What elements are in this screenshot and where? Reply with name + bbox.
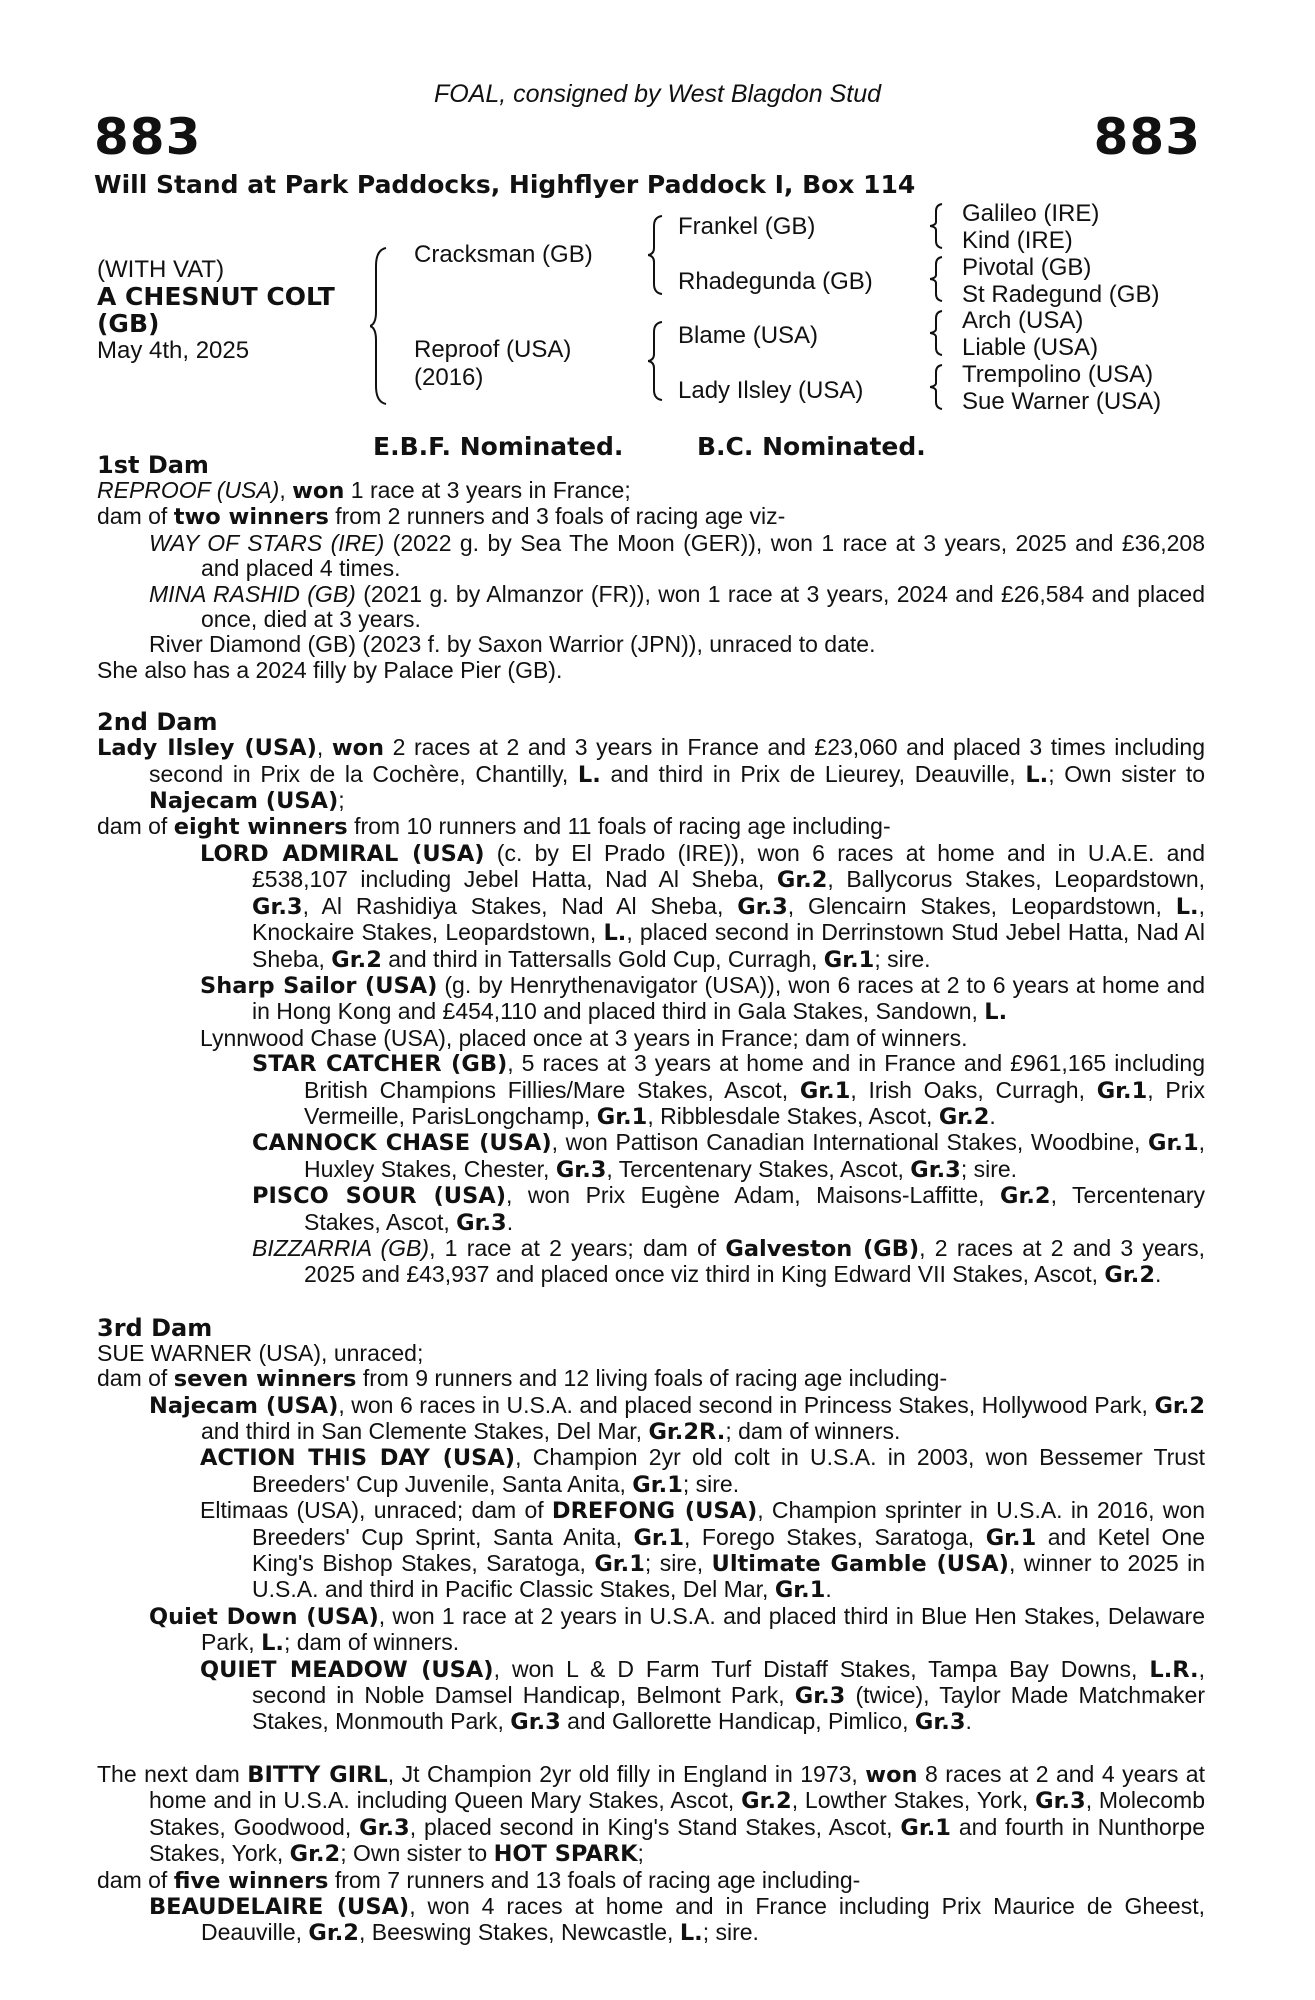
ebf-nomination: E.B.F. Nominated. <box>373 432 624 461</box>
action-this-day: ACTION THIS DAY (USA), Champion 2yr old colt in U.S.A. in 2003, won Bessemer Trust Breeders' Cup Juvenile, Santa Anita, Gr.1; sire. <box>200 1444 1205 1498</box>
dam2-foal-sharp-sailor: Sharp Sailor (USA) (g. by Henrythenavigator (USA)), won 6 races at 2 to 6 years at home and in Hong Kong and £454,110 and placed third in Gala Stakes, Sandown, L. <box>200 971 1205 1026</box>
sire: Cracksman (GB) <box>414 241 593 268</box>
dam1-foal-4: She also has a 2024 filly by Palace Pier (GB). <box>97 656 563 683</box>
bc-nomination: B.C. Nominated. <box>697 432 926 461</box>
eltimaas: Eltimaas (USA), unraced; dam of DREFONG (USA), Champion sprinter in U.S.A. in 2016, won Breeders' Cup Sprint, Santa Anita, Gr.1, Forego Stakes, Saratoga, Gr.1 and Ketel One King's Bishop Stakes, Saratoga, Gr.1; sire, Ultimate Gamble (USA), winner to 2025 in U.S.A. and third in Pacific Classic Stakes, Del Mar, Gr.1. <box>200 1497 1206 1604</box>
pedigree-brace-sd <box>930 256 944 302</box>
cannock-chase: CANNOCK CHASE (USA), won Pattison Canadian International Stakes, Woodbine, Gr.1, Huxley Stakes, Chester, Gr.3, Tercentenary Stakes, Ascot, Gr.3; sire. <box>252 1129 1205 1183</box>
dam1-foal-3: River Diamond (GB) (2023 f. by Saxon Warrior (JPN)), unraced to date. <box>149 631 876 658</box>
foaling-date: May 4th, 2025 <box>97 337 250 364</box>
second-dam-heading: 2nd Dam <box>97 708 218 737</box>
dam-dam: Lady Ilsley (USA) <box>678 377 864 404</box>
sds: Pivotal (GB) <box>962 254 1092 281</box>
pisco-sour: PISCO SOUR (USA), won Prix Eugène Adam, Maisons-Laffitte, Gr.2, Tercentenary Stakes, Ascot, Gr.3. <box>252 1182 1205 1236</box>
quiet-meadow: QUIET MEADOW (USA), won L & D Farm Turf Distaff Stakes, Tampa Bay Downs, L.R., second in Noble Damsel Handicap, Belmont Park, Gr.3 (twice), Taylor Made Matchmaker Stakes, Monmouth Park, Gr.3 and Gallorette Handicap, Pimlico, Gr.3. <box>200 1655 1205 1736</box>
produce-record <box>97 452 1205 1947</box>
pedigree-brace-sire <box>648 214 664 296</box>
dam-sire: Blame (USA) <box>678 322 819 349</box>
dds: Trempolino (USA) <box>962 361 1154 388</box>
najecam: Najecam (USA), won 6 races in U.S.A. and placed second in Princess Stakes, Hollywood Park, Gr.2 and third in San Clemente Stakes, Del Mar, Gr.2R.; dam of winners. <box>149 1391 1206 1445</box>
horse-name-country: (GB) <box>97 309 160 338</box>
sire-sire: Frankel (GB) <box>678 213 816 240</box>
vat-label: (WITH VAT) <box>97 256 225 283</box>
consignor-line: FOAL, consigned by West Blagdon Stud <box>433 80 882 108</box>
horse-name: A CHESNUT COLT <box>97 282 335 311</box>
sss: Galileo (IRE) <box>962 200 1100 227</box>
third-dam-heading: 3rd Dam <box>97 1313 213 1342</box>
ddd: Sue Warner (USA) <box>962 388 1162 415</box>
dam-year: (2016) <box>414 364 484 391</box>
first-dam-heading: 1st Dam <box>97 451 209 479</box>
dam: Reproof (USA) <box>414 336 572 363</box>
pedigree-brace-dd <box>930 364 944 410</box>
ssd: Kind (IRE) <box>962 227 1073 254</box>
dam2-produce: dam of eight winners from 10 runners and 11 foals of racing age including- <box>97 813 891 841</box>
pedigree-brace-main <box>370 246 390 406</box>
dss: Arch (USA) <box>962 307 1084 334</box>
quiet-down: Quiet Down (USA), won 1 race at 2 years in U.S.A. and placed third in Blue Hen Stakes, Delaware Park, L.; dam of winners. <box>149 1602 1205 1657</box>
dam1-line: REPROOF (USA), won 1 race at 3 years in France; <box>97 477 631 504</box>
next-dam-produce: dam of five winners from 7 runners and 13 foals of racing age including- <box>97 1866 861 1894</box>
sire-dam: Rhadegunda (GB) <box>678 268 873 295</box>
lot-number-right: 883 <box>1093 108 1201 166</box>
dam2-foal-lord-admiral: LORD ADMIRAL (USA) (c. by El Prado (IRE)), won 6 races at home and in U.A.E. and £538,107 including Jebel Hatta, Nad Al Sheba, Gr.2, Ballycorus Stakes, Leopardstown, Gr.3, Al Rashidiya Stakes, Nad Al Sheba, Gr.3, Glencairn Stakes, Leopardstown, L., Knockaire Stakes, Leopardstown, L., placed second in Derrinstown Stud Jebel Hatta, Nad Al Sheba, Gr.2 and third in Tattersalls Gold Cup, Curragh, Gr.1; sire. <box>200 839 1205 973</box>
dam1-foal-1: WAY OF STARS (IRE) (2022 g. by Sea The Moon (GER)), won 1 race at 3 years, 2025 and £36,208 and placed 4 times. <box>149 529 1206 582</box>
dam1-foal-2: MINA RASHID (GB) (2021 g. by Almanzor (FR)), won 1 race at 3 years, 2024 and £26,584 and placed once, died at 3 years. <box>149 580 1205 633</box>
next-dam-line: The next dam BITTY GIRL, Jt Champion 2yr old filly in England in 1973, won 8 races at 2 and 4 years at home and in U.S.A. including Queen Mary Stakes, Ascot, Gr.2, Lowther Stakes, York, Gr.3, Molecomb Stakes, Goodwood, Gr.3, placed second in King's Stand Stakes, Ascot, Gr.1 and fourth in Nunthorpe Stakes, York, Gr.2; Own sister to HOT SPARK; <box>97 1760 1206 1868</box>
star-catcher: STAR CATCHER (GB), 5 races at 3 years at home and in France and £961,165 including British Champions Fillies/Mare Stakes, Ascot, Gr.1, Irish Oaks, Curragh, Gr.1, Prix Vermeille, ParisLongchamp, Gr.1, Ribblesdale Stakes, Ascot, Gr.2. <box>252 1050 1205 1130</box>
dam3-line: SUE WARNER (USA), unraced; <box>97 1339 424 1366</box>
sdd: St Radegund (GB) <box>962 281 1160 308</box>
bizzarria: BIZZARRIA (GB), 1 race at 2 years; dam of Galveston (GB), 2 races at 2 and 3 years, 2025 and £43,937 and placed once viz third in King Edward VII Stakes, Ascot, Gr.2. <box>252 1234 1205 1289</box>
beaudelaire: BEAUDELAIRE (USA), won 4 races at home and in France including Prix Maurice de Gheest, Deauville, Gr.2, Beeswing Stakes, Newcastle, L.; sire. <box>149 1892 1205 1947</box>
pedigree-brace-dam <box>648 320 664 402</box>
lot-number-left: 883 <box>94 108 202 166</box>
dam3-produce: dam of seven winners from 9 runners and 12 living foals of racing age including- <box>97 1365 948 1393</box>
dam2-foal-lynnwood-chase: Lynnwood Chase (USA), placed once at 3 years in France; dam of winners. <box>200 1024 968 1051</box>
stand-location: Will Stand at Park Paddocks, Highflyer Paddock I, Box 114 <box>94 170 916 199</box>
pedigree-brace-ds <box>930 310 944 356</box>
pedigree-brace-ss <box>930 203 944 249</box>
dam1-produce: dam of two winners from 2 runners and 3 foals of racing age viz- <box>97 503 786 531</box>
dsd: Liable (USA) <box>962 334 1099 361</box>
dam2-line: Lady Ilsley (USA), won 2 races at 2 and 3 years in France and £23,060 and placed 3 times including second in Prix de la Cochère, Chantilly, L. and third in Prix de Lieurey, Deauville, L.; Own sister to Najecam (USA); <box>97 734 1206 815</box>
